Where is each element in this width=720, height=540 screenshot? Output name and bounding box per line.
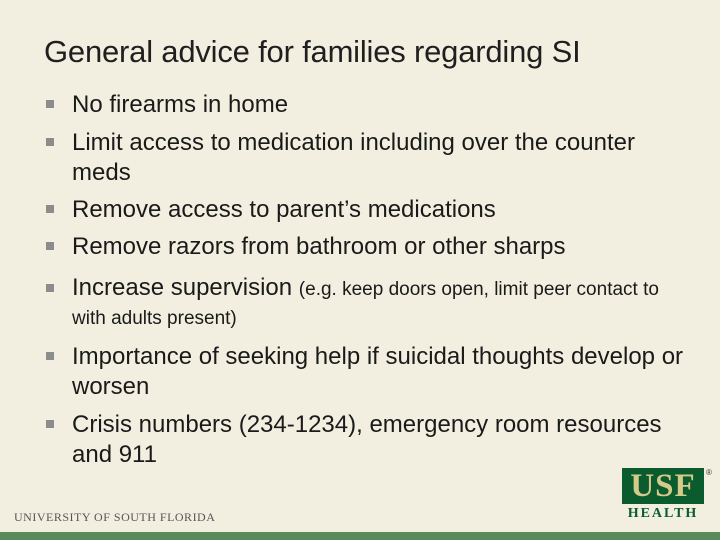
bullet-item: [44, 195, 684, 225]
bullet-text: Limit access to medication including over the counter meds: [72, 129, 635, 186]
bullet-item: [44, 410, 684, 470]
footer-bar: [0, 532, 720, 540]
usf-health-logo: [622, 468, 712, 524]
bullet-list: [44, 90, 684, 470]
logo-sub-text: HEALTH: [627, 506, 699, 521]
bullet-square-icon: [46, 352, 54, 360]
registered-mark-icon: ®: [706, 468, 712, 477]
bullet-text: No firearms in home: [72, 91, 289, 118]
slide-title: General advice for families regarding SI: [44, 34, 581, 69]
university-wordmark: UNIVERSITY OF SOUTH FLORIDA: [14, 510, 216, 524]
bullet-square-icon: [46, 205, 54, 213]
bullet-text: Remove razors from bathroom or other sharps: [72, 233, 566, 260]
bullet-text: Importance of seeking help if suicidal thoughts develop or worsen: [72, 343, 684, 400]
bullet-item: [44, 342, 684, 402]
logo-main-text: USF: [622, 468, 704, 504]
bullet-square-icon: [46, 284, 54, 292]
bullet-square-icon: [46, 242, 54, 250]
bullet-item: [44, 232, 684, 262]
bullet-detail: (e.g. keep doors open, limit peer contact to with adults present): [72, 279, 659, 329]
bullet-text: Increase supervision: [72, 274, 293, 301]
bullet-square-icon: [46, 100, 54, 108]
bullet-item: [44, 274, 684, 332]
bullet-item: [44, 90, 684, 120]
bullet-square-icon: [46, 420, 54, 428]
bullet-text: Crisis numbers (234-1234), emergency room resources and 911: [72, 411, 662, 468]
bullet-item: [44, 128, 684, 188]
bullet-square-icon: [46, 138, 54, 146]
bullet-text: Remove access to parent’s medications: [72, 196, 496, 223]
